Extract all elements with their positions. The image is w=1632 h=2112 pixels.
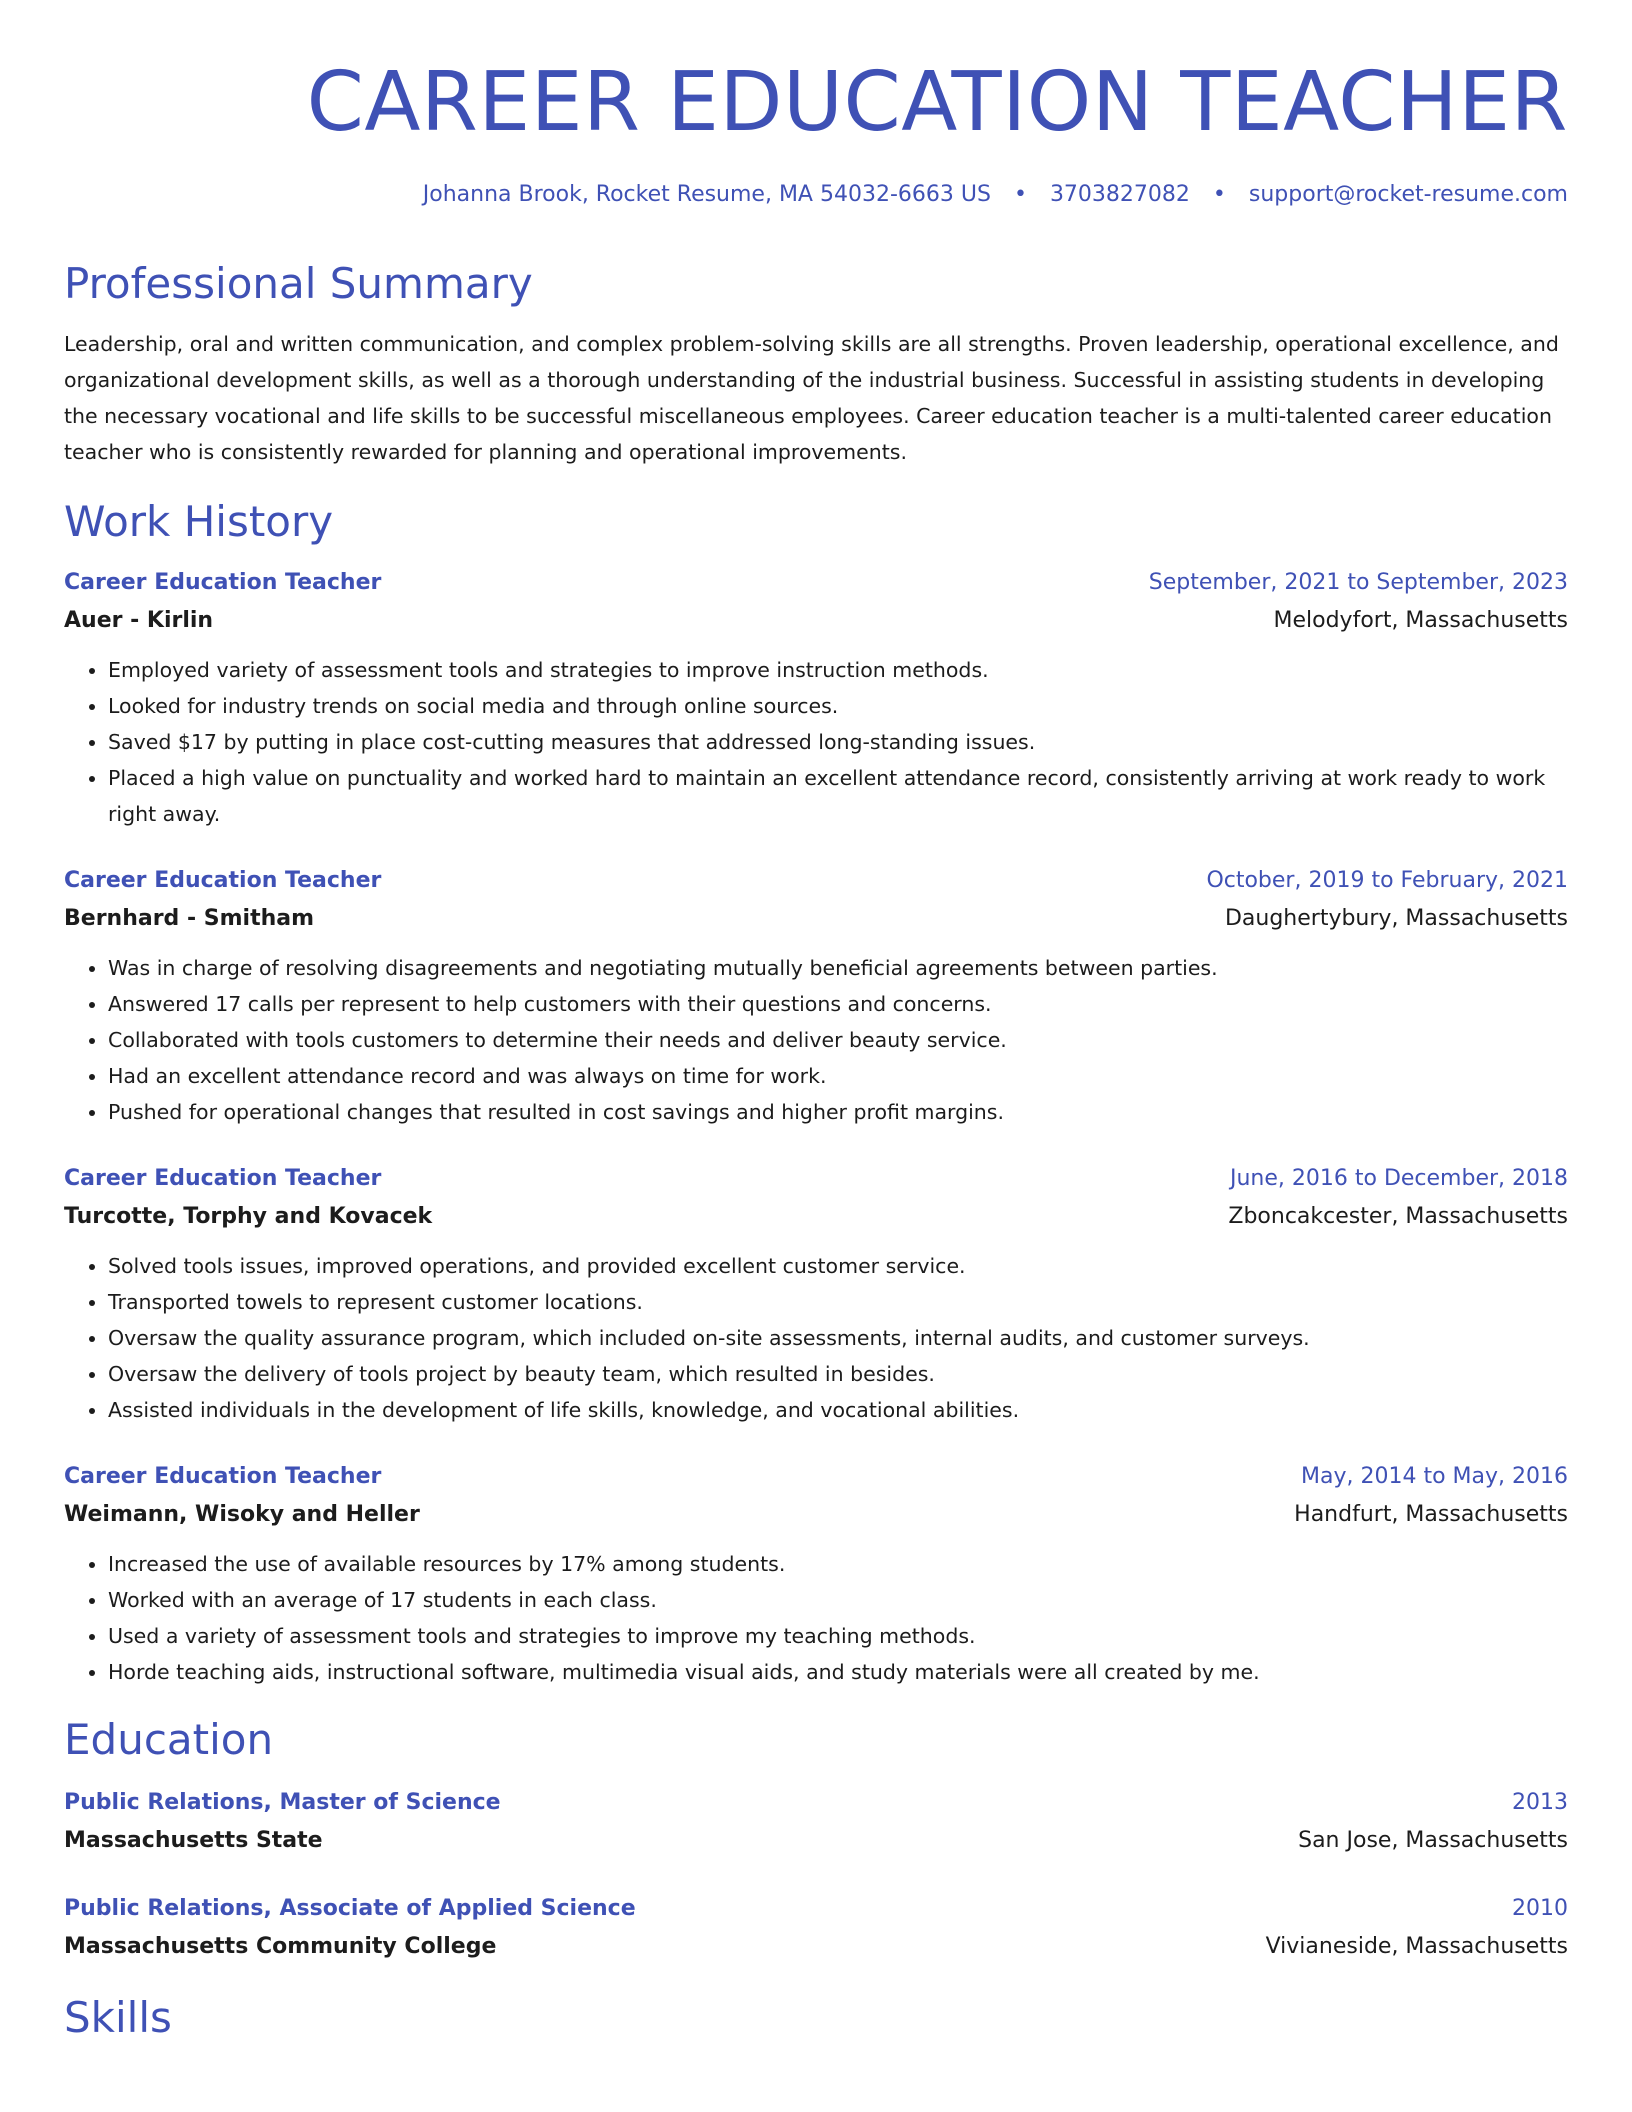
summary-text: Leadership, oral and written communication, and complex problem-solving skills are all strengths. Proven leadership, operational excellence, and organizational development skills, as well as a thorough understanding of the industrial business. Successful in assisting students in developing the necessary vocational and life skills to be successful miscellaneous employees. Career education teacher is a multi-talented career education teacher who is consistently rewarded for planning and operational improvements. [64,332,1559,464]
job-bullet: • Pushed for operational changes that resulted in cost savings and higher profit margins. [108,1094,1568,1130]
education-school: Massachusetts Community College [64,1934,497,1959]
contact-separator: • [1212,182,1226,207]
section-heading-work-history: Work History [64,497,334,546]
job-entry [64,862,1568,1130]
job-location: Melodyfort, Massachusetts [1273,608,1568,633]
job-company: Weimann, Wisoky and Heller [64,1502,420,1527]
job-dates: June, 2016 to December, 2018 [1229,1166,1568,1191]
job-company: Turcotte, Torphy and Kovacek [64,1204,433,1229]
job-dates: May, 2014 to May, 2016 [1301,1464,1568,1489]
education-header-row [64,1890,1568,1928]
job-company-row [64,900,1568,938]
job-header-row [64,1160,1568,1198]
education-year: 2013 [1512,1790,1568,1815]
job-company-row [64,1496,1568,1534]
education-location: San Jose, Massachusetts [1298,1828,1568,1853]
job-role: Career Education Teacher [64,570,382,595]
job-entry [64,1160,1568,1428]
job-header-row [64,862,1568,900]
education-degree: Public Relations, Associate of Applied Science [64,1896,636,1921]
job-company: Bernhard - Smitham [64,906,315,931]
work-history-section [64,496,1568,1690]
job-bullet: • Collaborated with tools customers to determine their needs and deliver beauty service. [108,1022,1568,1058]
education-entry [64,1890,1568,1966]
job-bullet: • Answered 17 calls per represent to help customers with their questions and concerns. [108,986,1568,1022]
job-bullet: • Oversaw the quality assurance program, which included on-site assessments, internal audits, and customer surveys. [108,1320,1568,1356]
job-role: Career Education Teacher [64,1166,382,1191]
job-bullets [64,652,1568,832]
section-heading-summary: Professional Summary [64,259,533,308]
education-entry [64,1784,1568,1860]
education-school-row [64,1822,1568,1860]
education-degree: Public Relations, Master of Science [64,1790,501,1815]
job-company: Auer - Kirlin [64,608,214,633]
job-bullet: • Looked for industry trends on social media and through online sources. [108,688,1568,724]
job-bullet: • Placed a high value on punctuality and worked hard to maintain an excellent attendance record, consistently arriving at work ready to work right away. [108,760,1568,832]
job-location: Handfurt, Massachusetts [1294,1502,1568,1527]
job-bullets [64,1546,1568,1690]
job-bullet: • Increased the use of available resources by 17% among students. [108,1546,1568,1582]
job-bullet: • Worked with an average of 17 students in each class. [108,1582,1568,1618]
job-company-row [64,1198,1568,1236]
resume-title: CAREER EDUCATION TEACHER [306,55,1568,150]
contact-line [64,180,1568,210]
job-bullets [64,1248,1568,1428]
contact-address: Johanna Brook, Rocket Resume, MA 54032-6663 US [422,182,991,207]
job-bullet: • Used a variety of assessment tools and strategies to improve my teaching methods. [108,1618,1568,1654]
job-role: Career Education Teacher [64,1464,382,1489]
job-header-row [64,564,1568,602]
education-year: 2010 [1512,1896,1568,1921]
job-bullet: • Employed variety of assessment tools and strategies to improve instruction methods. [108,652,1568,688]
contact-phone: 3703827082 [1049,182,1190,207]
job-entry [64,1458,1568,1690]
education-section [64,1714,1568,1966]
contact-separator: • [1013,182,1027,207]
job-bullet: • Transported towels to represent customer locations. [108,1284,1568,1320]
job-bullet: • Solved tools issues, improved operations, and provided excellent customer service. [108,1248,1568,1284]
education-location: Vivianeside, Massachusetts [1265,1934,1568,1959]
skills-section [64,1992,1568,2044]
job-bullet: • Oversaw the delivery of tools project by beauty team, which resulted in besides. [108,1356,1568,1392]
job-location: Zboncakcester, Massachusetts [1228,1204,1568,1229]
job-header-row [64,1458,1568,1496]
job-role: Career Education Teacher [64,868,382,893]
job-bullet: • Horde teaching aids, instructional software, multimedia visual aids, and study materials were all created by me. [108,1654,1568,1690]
job-bullet: • Saved $17 by putting in place cost-cutting measures that addressed long-standing issues. [108,724,1568,760]
job-bullet: • Had an excellent attendance record and was always on time for work. [108,1058,1568,1094]
section-heading-education: Education [64,1715,274,1764]
job-entry [64,564,1568,832]
job-bullets [64,950,1568,1130]
resume-header [64,0,1568,210]
section-heading-skills: Skills [64,1993,172,2042]
job-dates: September, 2021 to September, 2023 [1148,570,1568,595]
job-company-row [64,602,1568,640]
summary-section [64,258,1568,470]
job-dates: October, 2019 to February, 2021 [1206,868,1568,893]
education-school-row [64,1928,1568,1966]
job-bullet: • Was in charge of resolving disagreements and negotiating mutually beneficial agreements between parties. [108,950,1568,986]
education-school: Massachusetts State [64,1828,323,1853]
job-bullet: • Assisted individuals in the development of life skills, knowledge, and vocational abilities. [108,1392,1568,1428]
contact-email: support@rocket-resume.com [1248,182,1568,207]
job-location: Daughertybury, Massachusetts [1224,906,1568,931]
education-header-row [64,1784,1568,1822]
